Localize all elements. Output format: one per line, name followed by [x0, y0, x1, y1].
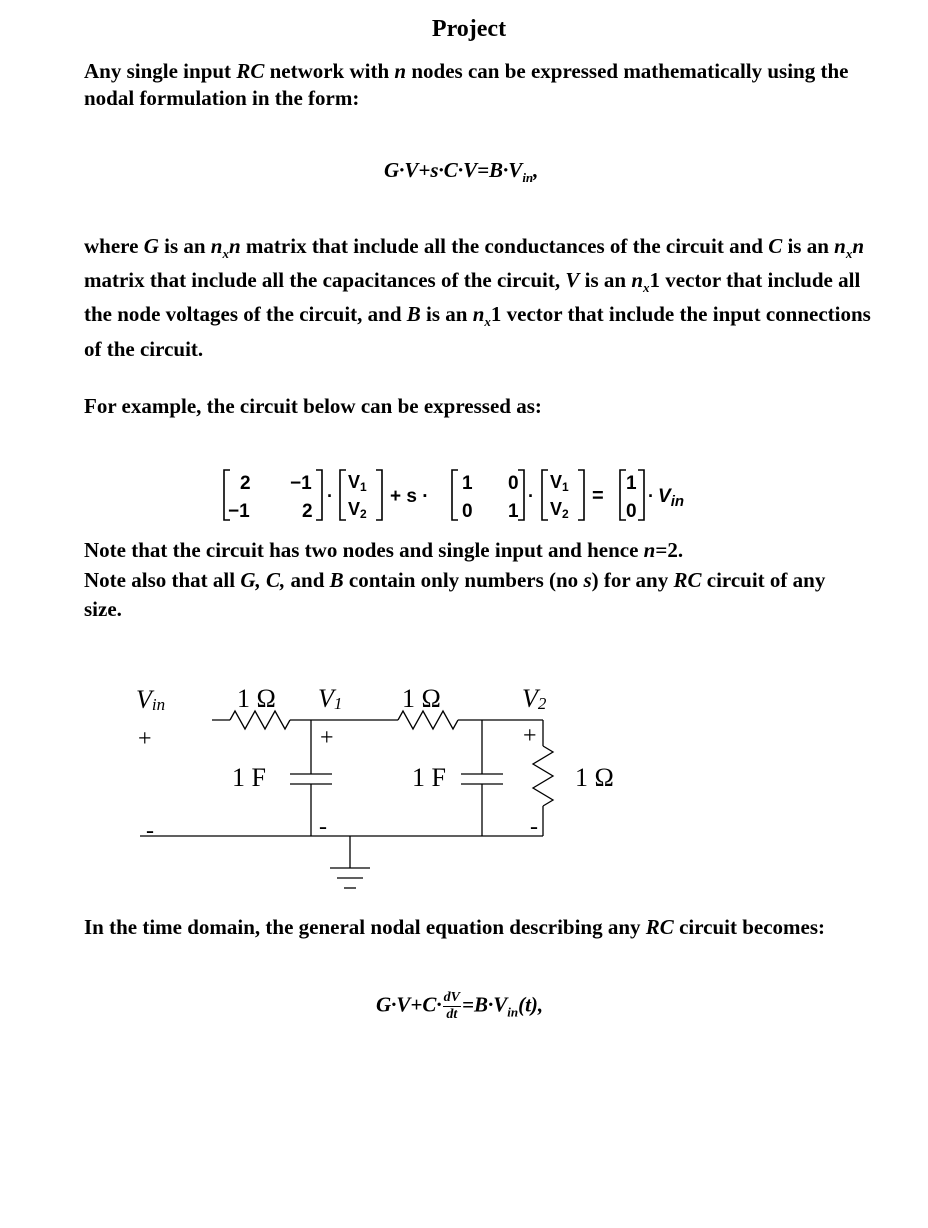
plus-s: + s ·	[390, 486, 429, 507]
matrix-equation	[218, 462, 738, 526]
c12: 0	[508, 473, 519, 494]
v-vector-left-bracket	[340, 470, 346, 520]
b-vector-right-bracket	[638, 470, 644, 520]
v1-label: V1	[318, 684, 343, 713]
definitions-paragraph: where G is an $n_xn$ matrix that include all the conductances of the circuit and C is an $n_xn$ matrix that include all the capacitances of the circuit, V is an $n_x1$ vector that include all the node voltages of the circuit, and B is an $n_x1$ vector that include the input connections of the circuit.	[84, 234, 871, 361]
g21: −1	[228, 501, 250, 522]
v1-entry: V1	[348, 472, 367, 494]
v2-minus: -	[530, 814, 538, 840]
b2: 0	[626, 501, 637, 522]
nodal-equation: $G\cdot V+s\cdot C\cdot V=B\cdot V_{in}$,	[384, 158, 539, 186]
vin-plus: +	[138, 726, 152, 752]
v-vector-right-bracket	[376, 470, 382, 520]
rc-circuit-diagram	[0, 670, 700, 900]
resistor-r1	[230, 711, 290, 729]
vin-label: Vin	[136, 685, 166, 714]
note-two-nodes: Note that the circuit has two nodes and single input and hence n=2.	[84, 538, 684, 562]
g12: −1	[290, 473, 312, 494]
r2-label: 1 Ω	[402, 684, 441, 713]
equals-sign: =	[592, 485, 604, 507]
v2-plus: +	[523, 723, 537, 749]
v2-entry-2: V2	[550, 499, 569, 521]
v-vector2-right-bracket	[578, 470, 584, 520]
vin-minus: -	[146, 818, 154, 844]
b1: 1	[626, 473, 637, 494]
dot1: ·	[327, 486, 333, 506]
v-vector2-left-bracket	[542, 470, 548, 520]
vin-term: $V_{in}$	[658, 486, 685, 510]
time-domain-paragraph: In the time domain, the general nodal equation describing any RC circuit becomes:	[84, 915, 826, 939]
c11: 1	[462, 473, 473, 494]
c-matrix-left-bracket	[452, 470, 458, 520]
g-matrix-right-bracket	[316, 470, 322, 520]
c2-label: 1 F	[412, 763, 446, 792]
page-title: Project	[431, 16, 507, 42]
g11: 2	[240, 473, 251, 494]
g22: 2	[302, 501, 313, 522]
v1-minus: -	[319, 814, 327, 840]
c22: 1	[508, 501, 519, 522]
note-numbers-only: Note also that all G, C, and B contain only numbers (no s) for any RC circuit of any size.	[84, 568, 826, 621]
dot3: ·	[648, 486, 654, 506]
r1-label: 1 Ω	[237, 684, 276, 713]
example-intro: For example, the circuit below can be expressed as:	[84, 394, 542, 418]
dot2: ·	[528, 486, 534, 506]
v2-label: V2	[522, 684, 547, 713]
c21: 0	[462, 501, 473, 522]
v2-entry: V2	[348, 499, 367, 521]
intro-paragraph: Any single input RC network with n nodes can be expressed mathematically using the nodal formulation in the form:	[84, 59, 849, 110]
r3-label: 1 Ω	[575, 763, 614, 792]
c1-label: 1 F	[232, 763, 266, 792]
resistor-r2	[398, 711, 458, 729]
c-matrix-right-bracket	[518, 470, 524, 520]
resistor-r3	[533, 746, 553, 806]
dv-dt-fraction: $\frac{dV}{dt}$	[443, 990, 460, 1022]
time-domain-equation: G·V+C· $\frac{dV}{dt}$ $=B\cdot V_{in}(t)$,	[376, 990, 544, 1022]
v1-plus: +	[320, 725, 334, 751]
v1-entry-2: V1	[550, 472, 569, 494]
